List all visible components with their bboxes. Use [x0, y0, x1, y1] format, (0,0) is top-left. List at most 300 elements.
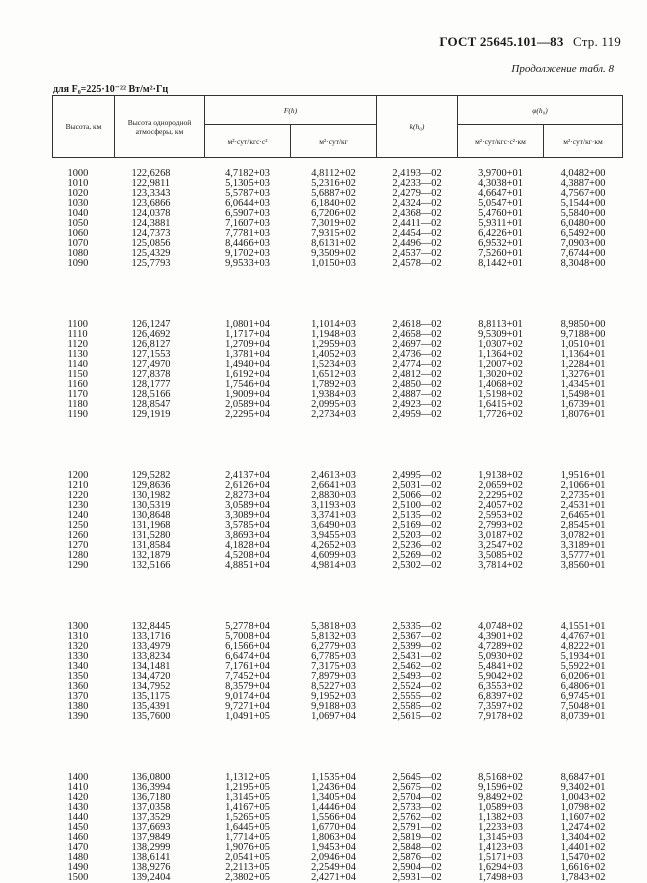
table-cell: 133,4979 [115, 642, 205, 652]
table-cell: 3,0589+04 [205, 501, 291, 511]
table-cell: 9,7271+04 [205, 702, 291, 712]
table-cell: 1,2284+01 [544, 360, 623, 370]
table-cell: 9,1952+03 [291, 692, 377, 702]
table-cell: 4,0482+00 [544, 169, 623, 179]
table-cell: 137,0358 [115, 803, 205, 813]
table-cell: 9,8492+02 [458, 793, 544, 803]
table-cell: 5,5922+01 [544, 662, 623, 672]
table-cell: 3,3089+04 [205, 511, 291, 521]
table-cell: 2,7993+02 [458, 521, 544, 531]
table-cell: 1010 [53, 179, 115, 189]
table-cell: 1,5470+02 [544, 853, 623, 863]
table-cell: 134,7952 [115, 682, 205, 692]
table-cell: 1,3020+02 [458, 370, 544, 380]
table-cell: 1,7892+03 [291, 380, 377, 390]
table-cell: 1,1948+03 [291, 330, 377, 340]
table-cell: 1,3781+04 [205, 350, 291, 360]
table-cell: 2,5335—02 [377, 622, 458, 632]
table-cell: 130,5319 [115, 501, 205, 511]
table-cell: 1,6616+02 [544, 863, 623, 873]
table-cell: 2,1066+01 [544, 481, 623, 491]
table-cell: 1170 [53, 390, 115, 400]
table-cell: 1130 [53, 350, 115, 360]
table-cell: 2,4736—02 [377, 350, 458, 360]
table-cell: 1,4167+05 [205, 803, 291, 813]
table-cell: 8,3048+00 [544, 259, 623, 269]
table-cell: 8,1442+01 [458, 259, 544, 269]
table-cell: 1,4401+02 [544, 843, 623, 853]
table-cell: 2,5704—02 [377, 793, 458, 803]
table-cell: 1,2474+02 [544, 823, 623, 833]
table-cell: 5,4760+01 [458, 209, 544, 219]
table-cell: 1000 [53, 169, 115, 179]
table-cell: 1190 [53, 410, 115, 420]
table-cell: 2,4959—02 [377, 410, 458, 420]
table-cell: 3,1193+03 [291, 501, 377, 511]
table-cell: 7,7781+03 [205, 229, 291, 239]
table-cell: 5,5787+03 [205, 189, 291, 199]
table-cell: 1,0798+02 [544, 803, 623, 813]
col-header-phi1: м²·сут/кгс·с²·км [458, 125, 544, 158]
table-cell: 8,9850+00 [544, 320, 623, 330]
table-cell: 1,2007+02 [458, 360, 544, 370]
table-cell: 7,0903+00 [544, 239, 623, 249]
table-cell: 7,5260+01 [458, 249, 544, 259]
table-cell: 2,5675—02 [377, 783, 458, 793]
table-cell: 136,7180 [115, 793, 205, 803]
table-cell: 7,6744+00 [544, 249, 623, 259]
table-cell: 5,9311+01 [458, 219, 544, 229]
table-cell: 1030 [53, 199, 115, 209]
table-cell: 129,5282 [115, 471, 205, 481]
table-cell: 4,3887+00 [544, 179, 623, 189]
table-cell: 4,7289+02 [458, 642, 544, 652]
table-cell: 8,0739+01 [544, 712, 623, 722]
table-cell: 9,3402+01 [544, 783, 623, 793]
table-cell: 6,1840+02 [291, 199, 377, 209]
data-table-container [52, 95, 622, 883]
table-cell: 1,7546+04 [205, 380, 291, 390]
table-cell: 2,4057+02 [458, 501, 544, 511]
table-cell: 2,4368—02 [377, 209, 458, 219]
table-cell: 1310 [53, 632, 115, 642]
table-cell: 6,6474+04 [205, 652, 291, 662]
table-cell: 6,0206+01 [544, 672, 623, 682]
table-cell: 2,5269—02 [377, 551, 458, 561]
table-cell: 1,9138+02 [458, 471, 544, 481]
table-cell: 5,4841+02 [458, 662, 544, 672]
table-cell: 1150 [53, 370, 115, 380]
table-cell: 2,5819—02 [377, 833, 458, 843]
table-cell: 136,0800 [115, 773, 205, 783]
table-cell: 135,7600 [115, 712, 205, 722]
table-cell: 2,2295+04 [205, 410, 291, 420]
group-spacer [53, 722, 623, 773]
table-cell: 1020 [53, 189, 115, 199]
table-cell: 1220 [53, 491, 115, 501]
table-cell: 3,3189+01 [544, 541, 623, 551]
table-cell: 4,7182+03 [205, 169, 291, 179]
table-cell: 122,6268 [115, 169, 205, 179]
table-cell: 4,9814+03 [291, 561, 377, 571]
table-cell: 9,1596+02 [458, 783, 544, 793]
table-body [53, 158, 623, 883]
table-cell: 1450 [53, 823, 115, 833]
table-cell: 2,5733—02 [377, 803, 458, 813]
table-cell: 123,6866 [115, 199, 205, 209]
table-cell: 131,1968 [115, 521, 205, 531]
table-cell: 1210 [53, 481, 115, 491]
page-header [439, 34, 621, 50]
table-cell: 122,9811 [115, 179, 205, 189]
table-cell: 2,2113+05 [205, 863, 291, 873]
table-cell: 2,5953+02 [458, 511, 544, 521]
table-cell: 124,0378 [115, 209, 205, 219]
table-cell: 2,5431—02 [377, 652, 458, 662]
table-cell: 6,9532+01 [458, 239, 544, 249]
table-cell: 3,9455+03 [291, 531, 377, 541]
table-cell: 5,7008+04 [205, 632, 291, 642]
table-cell: 3,9700+01 [458, 169, 544, 179]
table-cell: 1050 [53, 219, 115, 229]
table-cell: 1230 [53, 501, 115, 511]
table-cell: 6,4226+01 [458, 229, 544, 239]
table-cell: 4,8222+01 [544, 642, 623, 652]
table-cell: 2,0659+02 [458, 481, 544, 491]
col-header-F1: м²·сут/кгс·с² [205, 125, 291, 158]
atmosphere-table [52, 95, 623, 883]
table-cell: 6,2779+03 [291, 642, 377, 652]
table-cell: 2,0541+05 [205, 853, 291, 863]
table-cell: 7,3175+03 [291, 662, 377, 672]
table-cell: 134,1481 [115, 662, 205, 672]
table-cell: 4,7567+00 [544, 189, 623, 199]
table-cell: 1,1312+05 [205, 773, 291, 783]
table-cell: 1280 [53, 551, 115, 561]
table-cell: 4,8851+04 [205, 561, 291, 571]
table-cell: 2,5876—02 [377, 853, 458, 863]
table-cell: 1,0510+01 [544, 340, 623, 350]
table-cell: 1040 [53, 209, 115, 219]
table-cell: 2,5100—02 [377, 501, 458, 511]
table-cell: 2,4887—02 [377, 390, 458, 400]
table-cell: 7,9315+02 [291, 229, 377, 239]
table-cell: 1090 [53, 259, 115, 269]
table-cell: 1140 [53, 360, 115, 370]
table-cell: 125,0856 [115, 239, 205, 249]
table-cell: 5,2316+02 [291, 179, 377, 189]
table-cell: 1060 [53, 229, 115, 239]
table-cell: 1,1014+03 [291, 320, 377, 330]
table-cell: 1,3405+04 [291, 793, 377, 803]
table-cell: 134,4720 [115, 672, 205, 682]
table-cell: 4,0748+02 [458, 622, 544, 632]
table-cell: 2,4137+04 [205, 471, 291, 481]
table-cell: 1,9453+04 [291, 843, 377, 853]
table-cell: 2,3802+05 [205, 873, 291, 883]
table-cell: 9,3509+02 [291, 249, 377, 259]
table-cell: 1390 [53, 712, 115, 722]
table-cell: 2,5524—02 [377, 682, 458, 692]
table-cell: 8,5227+03 [291, 682, 377, 692]
table-cell: 2,4995—02 [377, 471, 458, 481]
table-cell: 1,6294+03 [458, 863, 544, 873]
table-cell: 1,0801+04 [205, 320, 291, 330]
table-cell: 1,1717+04 [205, 330, 291, 340]
table-cell: 123,3343 [115, 189, 205, 199]
table-cell: 5,1934+01 [544, 652, 623, 662]
table-cell: 130,8648 [115, 511, 205, 521]
table-cell: 2,0946+04 [291, 853, 377, 863]
table-cell: 1,4052+03 [291, 350, 377, 360]
table-cell: 1,6739+01 [544, 400, 623, 410]
table-row [53, 410, 623, 420]
table-cell: 127,4970 [115, 360, 205, 370]
table-cell: 1,1364+01 [544, 350, 623, 360]
table-cell: 128,1777 [115, 380, 205, 390]
table-cell: 1460 [53, 833, 115, 843]
table-cell: 1240 [53, 511, 115, 521]
table-cell: 1,7714+05 [205, 833, 291, 843]
table-cell: 132,5166 [115, 561, 205, 571]
table-cell: 2,5135—02 [377, 511, 458, 521]
table-cell: 5,0547+01 [458, 199, 544, 209]
table-cell: 126,8127 [115, 340, 205, 350]
table-cell: 2,5762—02 [377, 813, 458, 823]
table-cell: 1,5498+01 [544, 390, 623, 400]
table-cell: 5,3818+03 [291, 622, 377, 632]
table-cell: 1120 [53, 340, 115, 350]
table-cell: 2,6641+03 [291, 481, 377, 491]
table-continuation-label: Продолжение табл. 8 [511, 63, 614, 75]
table-cell: 2,5367—02 [377, 632, 458, 642]
table-cell: 5,5840+00 [544, 209, 623, 219]
table-cell: 1,9516+01 [544, 471, 623, 481]
table-cell: 1,5234+03 [291, 360, 377, 370]
table-cell: 2,5066—02 [377, 491, 458, 501]
table-cell: 8,6131+02 [291, 239, 377, 249]
table-cell: 5,1544+00 [544, 199, 623, 209]
table-cell: 1,9384+03 [291, 390, 377, 400]
table-cell: 1,5198+02 [458, 390, 544, 400]
table-cell: 4,6647+01 [458, 189, 544, 199]
table-cell: 7,1761+04 [205, 662, 291, 672]
table-cell: 1370 [53, 692, 115, 702]
table-cell: 2,5399—02 [377, 642, 458, 652]
table-cell: 3,6490+03 [291, 521, 377, 531]
col-header-F: F(h) [205, 96, 377, 125]
table-cell: 1,2436+04 [291, 783, 377, 793]
table-cell: 1,9009+04 [205, 390, 291, 400]
table-cell: 1260 [53, 531, 115, 541]
table-cell: 1250 [53, 521, 115, 531]
table-cell: 5,2778+04 [205, 622, 291, 632]
table-cell: 4,1828+04 [205, 541, 291, 551]
table-cell: 124,3881 [115, 219, 205, 229]
table-cell: 1,4446+04 [291, 803, 377, 813]
table-cell: 1,5566+04 [291, 813, 377, 823]
table-cell: 3,7814+02 [458, 561, 544, 571]
table-cell: 2,4850—02 [377, 380, 458, 390]
table-cell: 3,0187+02 [458, 531, 544, 541]
table-cell: 1,0307+02 [458, 340, 544, 350]
table-cell: 4,4767+01 [544, 632, 623, 642]
table-cell: 2,4537—02 [377, 249, 458, 259]
table-cell: 2,4496—02 [377, 239, 458, 249]
table-cell: 4,3901+02 [458, 632, 544, 642]
table-cell: 135,1175 [115, 692, 205, 702]
table-cell: 1380 [53, 702, 115, 712]
table-cell: 2,5645—02 [377, 773, 458, 783]
table-cell: 2,5236—02 [377, 541, 458, 551]
table-cell: 1,0589+03 [458, 803, 544, 813]
table-cell: 2,2734+03 [291, 410, 377, 420]
table-cell: 1,0150+03 [291, 259, 377, 269]
table-cell: 2,2549+04 [291, 863, 377, 873]
table-cell: 3,2547+02 [458, 541, 544, 551]
table-cell: 1360 [53, 682, 115, 692]
table-cell: 2,2735+01 [544, 491, 623, 501]
table-cell: 2,4193—02 [377, 169, 458, 179]
table-cell: 128,8547 [115, 400, 205, 410]
table-cell: 1,6512+03 [291, 370, 377, 380]
table-cell: 132,1879 [115, 551, 205, 561]
table-cell: 1,1364+02 [458, 350, 544, 360]
table-cell: 1,4123+03 [458, 843, 544, 853]
table-cell: 124,7373 [115, 229, 205, 239]
table-cell: 125,7793 [115, 259, 205, 269]
table-cell: 2,4697—02 [377, 340, 458, 350]
page-number: Стр. 119 [573, 34, 621, 49]
table-cell: 138,6141 [115, 853, 205, 863]
table-cell: 1,7726+02 [458, 410, 544, 420]
table-cell: 1320 [53, 642, 115, 652]
table-cell: 7,5048+01 [544, 702, 623, 712]
table-cell: 1,6192+04 [205, 370, 291, 380]
table-cell: 137,3529 [115, 813, 205, 823]
table-cell: 3,5777+01 [544, 551, 623, 561]
table-cell: 1,1535+04 [291, 773, 377, 783]
table-cell: 6,0644+03 [205, 199, 291, 209]
table-cell: 1420 [53, 793, 115, 803]
table-cell: 1,6770+04 [291, 823, 377, 833]
table-cell: 137,6693 [115, 823, 205, 833]
table-cell: 1290 [53, 561, 115, 571]
table-cell: 2,2295+02 [458, 491, 544, 501]
group-spacer [53, 571, 623, 622]
table-cell: 3,8693+04 [205, 531, 291, 541]
table-row [53, 561, 623, 571]
table-cell: 1,5171+03 [458, 853, 544, 863]
table-cell: 6,8397+02 [458, 692, 544, 702]
table-cell: 3,5785+04 [205, 521, 291, 531]
table-cell: 7,1607+03 [205, 219, 291, 229]
table-cell: 6,9745+01 [544, 692, 623, 702]
table-cell: 2,4923—02 [377, 400, 458, 410]
table-cell: 1470 [53, 843, 115, 853]
table-cell: 131,8584 [115, 541, 205, 551]
table-cell: 4,5208+04 [205, 551, 291, 561]
table-cell: 2,6126+04 [205, 481, 291, 491]
table-cell: 2,5848—02 [377, 843, 458, 853]
table-cell: 7,7452+04 [205, 672, 291, 682]
table-cell: 135,4391 [115, 702, 205, 712]
table-row [53, 712, 623, 722]
table-cell: 9,0174+04 [205, 692, 291, 702]
table-cell: 9,5309+01 [458, 330, 544, 340]
table-cell: 1,4940+04 [205, 360, 291, 370]
table-cell: 1100 [53, 320, 115, 330]
col-header-phi2: м²·сут/кг·км [544, 125, 623, 158]
table-cell: 1070 [53, 239, 115, 249]
col-header-homogeneous: Высота однородной атмосферы, км [115, 96, 205, 158]
col-header-F2: м²·сут/кг [291, 125, 377, 158]
table-cell: 125,4329 [115, 249, 205, 259]
table-cell: 2,4812—02 [377, 370, 458, 380]
table-cell: 1,2959+03 [291, 340, 377, 350]
table-cell: 1,9076+05 [205, 843, 291, 853]
table-cell: 2,4658—02 [377, 330, 458, 340]
table-cell: 128,5166 [115, 390, 205, 400]
table-cell: 4,1551+01 [544, 622, 623, 632]
table-cell: 1,6445+05 [205, 823, 291, 833]
table-cell: 6,7206+02 [291, 209, 377, 219]
table-cell: 1,7498+03 [458, 873, 544, 883]
gost-code: ГОСТ 25645.101—83 [439, 34, 563, 49]
table-cell: 1410 [53, 783, 115, 793]
table-cell: 1,2233+03 [458, 823, 544, 833]
table-cell: 3,0782+01 [544, 531, 623, 541]
table-cell: 130,1982 [115, 491, 205, 501]
table-cell: 2,5169—02 [377, 521, 458, 531]
table-cell: 2,4233—02 [377, 179, 458, 189]
table-cell: 1,3404+02 [544, 833, 623, 843]
table-cell: 3,5085+02 [458, 551, 544, 561]
table-cell: 5,9042+02 [458, 672, 544, 682]
table-cell: 6,5492+00 [544, 229, 623, 239]
table-cell: 6,3553+02 [458, 682, 544, 692]
table-cell: 1160 [53, 380, 115, 390]
table-cell: 1,1382+03 [458, 813, 544, 823]
table-cell: 4,8112+02 [291, 169, 377, 179]
table-cell: 1200 [53, 471, 115, 481]
table-cell: 5,1305+03 [205, 179, 291, 189]
table-cell: 2,4324—02 [377, 199, 458, 209]
table-cell: 2,5555—02 [377, 692, 458, 702]
table-cell: 2,5791—02 [377, 823, 458, 833]
table-cell: 8,3579+04 [205, 682, 291, 692]
table-cell: 7,9178+02 [458, 712, 544, 722]
col-header-height: Высота, км [53, 96, 115, 158]
table-cell: 8,5168+02 [458, 773, 544, 783]
table-cell: 1300 [53, 622, 115, 632]
col-header-phi: φ(h₀) [458, 96, 623, 125]
table-cell: 2,8830+03 [291, 491, 377, 501]
table-cell: 8,4466+03 [205, 239, 291, 249]
table-cell: 129,1919 [115, 410, 205, 420]
table-cell: 136,3994 [115, 783, 205, 793]
table-cell: 1440 [53, 813, 115, 823]
table-cell: 2,8273+04 [205, 491, 291, 501]
table-cell: 131,5280 [115, 531, 205, 541]
table-cell: 2,4411—02 [377, 219, 458, 229]
table-cell: 2,4578—02 [377, 259, 458, 269]
table-cell: 4,3038+01 [458, 179, 544, 189]
table-cell: 1350 [53, 672, 115, 682]
table-cell: 138,2999 [115, 843, 205, 853]
table-cell: 127,8378 [115, 370, 205, 380]
table-cell: 1,8063+04 [291, 833, 377, 843]
